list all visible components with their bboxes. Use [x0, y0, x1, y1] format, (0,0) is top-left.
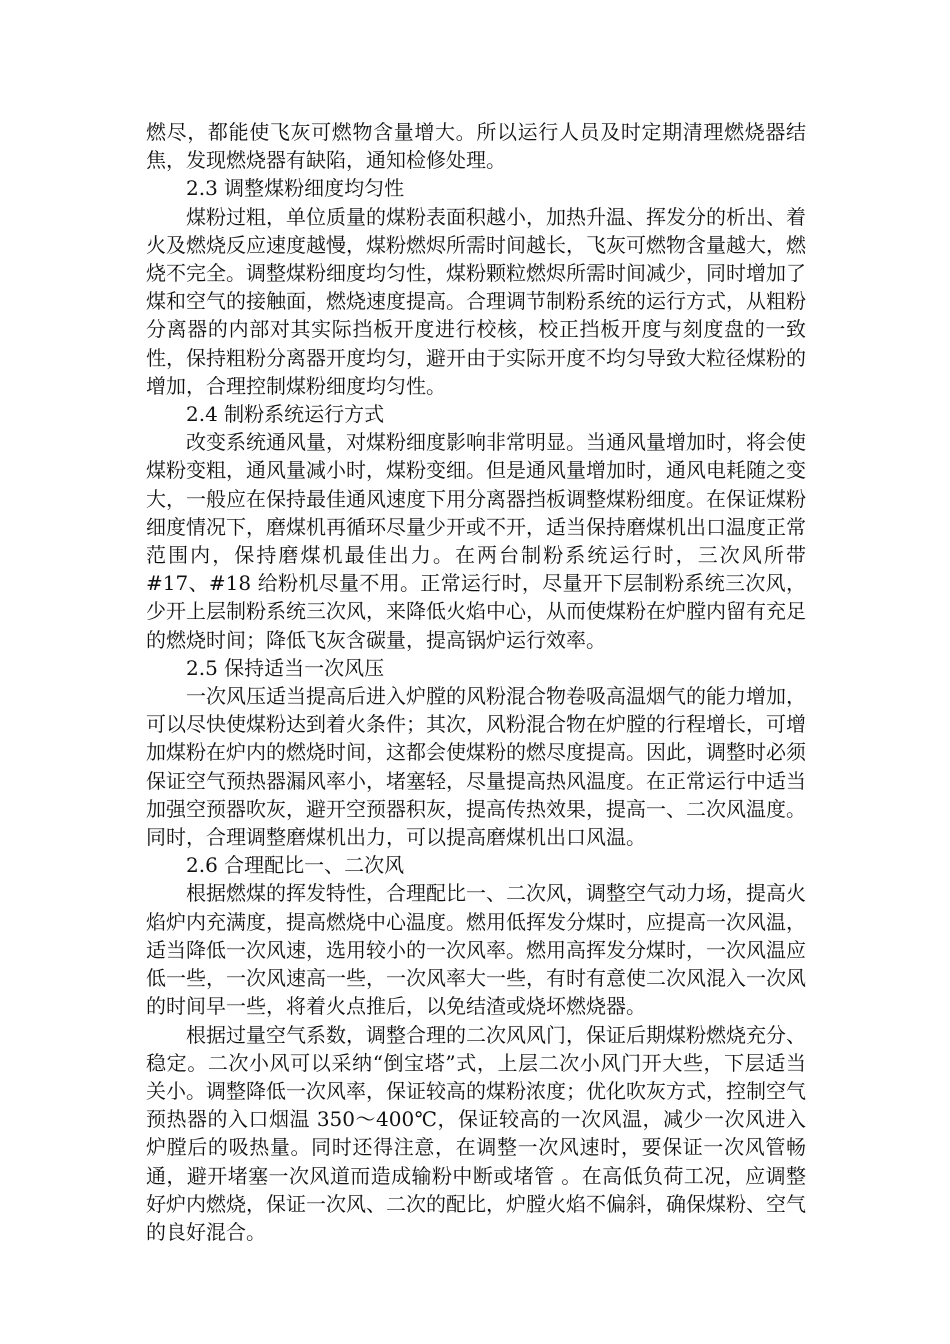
section-heading-2-5: 2.5 保持适当一次风压 [186, 655, 385, 680]
paragraph: 燃尽，都能使飞灰可燃物含量增大。所以运行人员及时定期清理燃烧器结焦，发现燃烧器有缺陷，通知检修处理。 [146, 120, 806, 173]
paragraph: 煤粉过粗，单位质量的煤粉表面积越小，加热升温、挥发分的析出、着火及燃烧反应速度越慢，煤粉燃烬所需时间越长，飞灰可燃物含量越大，燃烧不完全。调整煤粉细度均匀性，煤粉颗粒燃烬所需时间减少，同时增加了煤和空气的接触面，燃烧速度提高。合理调节制粉系统的运行方式，从粗粉分离器的内部对其实际挡板开度进行校核，校正挡板开度与刻度盘的一致性，保持粗粉分离器开度均匀，避开由于实际开度不均匀导致大粒径煤粉的增加，合理控制煤粉细度均匀性。 [146, 204, 806, 398]
paragraph: 一次风压适当提高后进入炉膛的风粉混合物卷吸高温烟气的能力增加，可以尽快使煤粉达到着火条件；其次，风粉混合物在炉膛的行程增长，可增加煤粉在炉内的燃烧时间，这都会使煤粉的燃尽度提高。因此，调整时必须保证空气预热器漏风率小，堵塞轻，尽量提高热风温度。在正常运行中适当加强空预器吹灰，避开空预器积灰，提高传热效果，提高一、二次风温度。同时，合理调整磨煤机出力，可以提高磨煤机出口风温。 [146, 684, 806, 850]
paragraph: 根据过量空气系数，调整合理的二次风风门，保证后期煤粉燃烧充分、稳定。二次小风可以采纳“倒宝塔”式，上层二次小风门开大些，下层适当关小。调整降低一次风率，保证较高的煤粉浓度；优化吹灰方式，控制空气预热器的入口烟温 350～400℃，保证较高的一次风温，减少一次风进入炉膛后的吸热量。同时还得注意，在调整一次风速时，要保证一次风管畅通，避开堵塞一次风道而造成输粉中断或堵管 。在高低负荷工况，应调整好炉内燃烧，保证一次风、二次的配比，炉膛火焰不偏斜，确保煤粉、空气的良好混合。 [146, 1022, 806, 1244]
section-heading-2-4: 2.4 制粉系统运行方式 [186, 402, 385, 427]
paragraph: 改变系统通风量，对煤粉细度影响非常明显。当通风量增加时，将会使煤粉变粗，通风量减小时，煤粉变细。但是通风量增加时，通风电耗随之变大，一般应在保持最佳通风速度下用分离器挡板调整煤粉细度。在保证煤粉细度情况下，磨煤机再循环尽量少开或不开，适当保持磨煤机出口温度正常范围内，保持磨煤机最佳出力。在两台制粉系统运行时，三次风所带#17、#18 给粉机尽量不用。正常运行时，尽量开下层制粉系统三次风，少开上层制粉系统三次风，来降低火焰中心，从而使煤粉在炉膛内留有充足的燃烧时间；降低飞灰含碳量，提高锅炉运行效率。 [146, 430, 806, 652]
section-heading-2-6: 2.6 合理配比一、二次风 [186, 853, 405, 878]
document-page [146, 118, 806, 1246]
section-heading-2-3: 2.3 调整煤粉细度均匀性 [186, 176, 405, 201]
paragraph: 根据燃煤的挥发特性，合理配比一、二次风，调整空气动力场，提高火焰炉内充满度，提高燃烧中心温度。燃用低挥发分煤时，应提高一次风温，适当降低一次风速，选用较小的一次风率。燃用高挥发分煤时，一次风温应低一些，一次风速高一些，一次风率大一些，有时有意使二次风混入一次风的时间早一些，将着火点推后，以免结渣或烧坏燃烧器。 [146, 881, 806, 1019]
